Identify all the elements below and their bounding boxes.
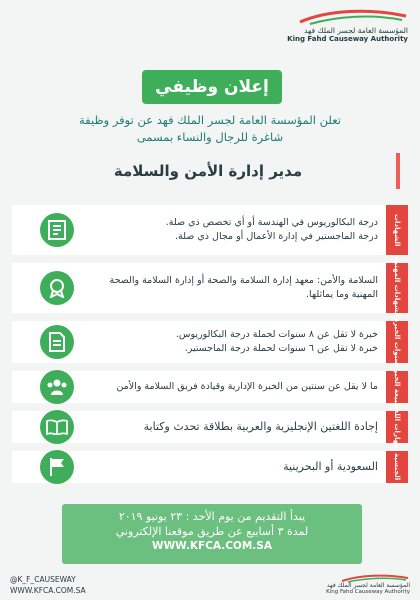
logo-arabic-text: المؤسسة العامة لجسر الملك فهد: [304, 26, 408, 35]
award-icon: [40, 271, 74, 305]
row-text: ما لا يقل عن سنتين من الخبرة الإدارية وقيادة فريق السلامة والأمن: [116, 381, 378, 392]
row-text: درجة البكالوريوس في الهندسة أو أي تخصص ذي صلة. درجة الماجستير في إدارة الأعمال أو مجال ذي صلة.: [165, 217, 378, 242]
footer-contacts: [10, 574, 86, 596]
row-tag: الجنسية: [386, 451, 408, 483]
job-title-bar: [20, 153, 400, 189]
intro-text: [20, 112, 400, 146]
footer-logo-english: King Fahd Causeway Authority: [326, 589, 410, 595]
footer-website-link[interactable]: WWW.KFCA.COM.SA: [10, 586, 86, 595]
footer-logo: [270, 574, 410, 596]
intro-line-2: شاغرة للرجال والنساء بمسمى: [136, 130, 284, 144]
row-tag: طبيعة الخبرة: [386, 371, 408, 403]
job-title: مدير إدارة الأمن والسلامة: [113, 162, 303, 180]
requirement-row-degrees: [12, 205, 408, 255]
row-tag: الشهادات: [386, 205, 408, 255]
logo-english-text: King Fahd Causeway Authority: [287, 35, 408, 43]
requirement-row-experience-years: [12, 318, 408, 366]
team-icon: [40, 370, 74, 404]
row-tag: سنوات الخبرة: [386, 321, 408, 363]
application-duration-text: لمدة ٣ أسابيع عن طريق موقعنا الإلكتروني: [115, 525, 309, 538]
row-text: إجادة اللغتين الإنجليزية والعربية بطلاقة تحدث وكتابة: [143, 420, 378, 433]
causeway-swoosh-icon: [298, 8, 408, 26]
row-text: السعودية أو البحرينية: [283, 460, 378, 473]
row-text: السلامة والأمن: معهد إدارة السلامة والصحة أو إدارة السلامة والصحة المهنية وما يماثلها.: [109, 275, 378, 300]
certificate-icon: [40, 213, 74, 247]
row-tag: مهارات اللغة: [386, 411, 408, 443]
row-tag: الشهادات المهنية: [386, 263, 408, 313]
document-icon: [40, 325, 74, 359]
twitter-handle[interactable]: @K_F_CAUSEWAY: [10, 575, 76, 584]
footer-logo-arabic: المؤسسة العامة لجسر الملك فهد: [326, 582, 410, 589]
kfca-logo: [193, 8, 408, 44]
flag-icon: [40, 450, 74, 484]
requirement-row-language: [12, 405, 408, 449]
requirement-row-experience-type: [12, 364, 408, 410]
requirement-row-certifications: [12, 258, 408, 318]
application-info-box: [62, 504, 362, 564]
application-website-link[interactable]: WWW.KFCA.COM.SA: [152, 540, 272, 552]
book-icon: [40, 410, 74, 444]
application-start-text: يبدأ التقديم من يوم الأحد : ٢٣ يونيو ٢٠١٩: [118, 510, 306, 523]
requirement-row-nationality: [12, 451, 408, 483]
intro-line-1: تعلن المؤسسة العامة لجسر الملك فهد عن توفر وظيفة: [79, 113, 341, 127]
row-text: خبرة لا تقل عن ٨ سنوات لحملة درجة البكالوريوس. خبرة لا تقل عن ٦ سنوات لحملة درجة الماجستير.: [175, 329, 378, 354]
announcement-title: إعلان وظيفي: [142, 70, 282, 104]
